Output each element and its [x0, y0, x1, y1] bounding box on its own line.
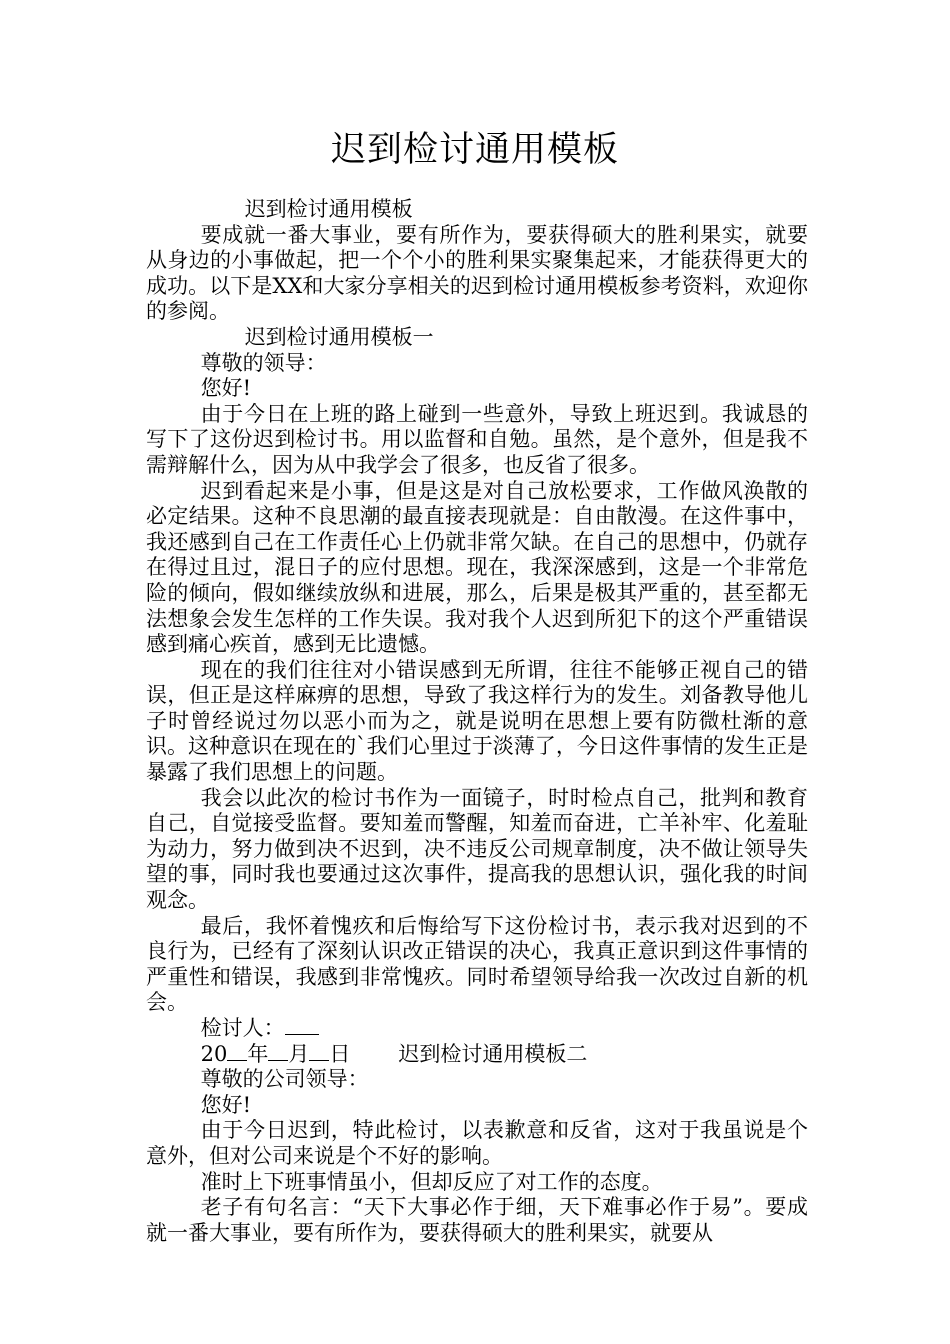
document-body: [146, 197, 808, 1246]
paragraph: 准时上下班事情虽小，但却反应了对工作的态度。: [200, 1169, 663, 1194]
paragraph: 尊敬的领导：: [200, 350, 327, 375]
section-two: [146, 1067, 808, 1246]
section-two-title: 迟到检讨通用模板二: [398, 1041, 588, 1066]
paragraph: 最后，我怀着愧疚和后悔给写下这份检讨书，表示我对迟到的不良行为，已经有了深刻认识改正错误的决心，我真正意识到这件事情的严重性和错误，我感到非常愧疚。同时希望领导给我一次改过自新的机会。: [146, 913, 808, 1015]
date-line: [146, 1042, 808, 1068]
date-day: 日: [329, 1041, 351, 1066]
paragraph: 您好!: [200, 1092, 252, 1117]
paragraph: 迟到看起来是小事，但是这是对自己放松要求，工作做风涣散的必定结果。这种不良思潮的最直接表现就是：自由散漫。在这件事中，我还感到自己在工作责任心上仍就非常欠缺。在自己的思想中，仍就存在得过且过，混日子的应付思想。现在，我深深感到，这是一个非常危险的倾向，假如继续放纵和进展，那么，后果是极其严重的，甚至都无法想象会发生怎样的工作失误。我对我个人迟到所犯下的这个严重错误感到痛心疾首，感到无比遗憾。: [146, 478, 808, 657]
paragraph: 我会以此次的检讨书作为一面镜子，时时检点自己，批判和教育自己，自觉接受监督。要知羞而警醒，知羞而奋进，亡羊补牢、化羞耻为动力，努力做到决不迟到，决不违反公司规章制度，决不做让领导失望的事，同时我也要通过这次事件，提高我的思想认识，强化我的时间观念。: [146, 785, 808, 913]
section-heading: 迟到检讨通用模板一: [244, 324, 434, 349]
paragraph: 尊敬的公司领导：: [200, 1067, 369, 1092]
date-month-blank: [268, 1042, 288, 1061]
signature-label: 检讨人：: [200, 1016, 285, 1040]
date-month: 月: [288, 1041, 310, 1066]
paragraph: 老子有句名言：“天下大事必作于细，天下难事必作于易”。要成就一番大事业，要有所作为，要获得硕大的胜利果实，就要从: [146, 1195, 808, 1245]
date-day-blank: [309, 1042, 329, 1061]
paragraph: 要成就一番大事业，要有所作为，要获得硕大的胜利果实，就要从身边的小事做起，把一个个小的胜利果实聚集起来，才能获得更大的成功。以下是XX和大家分享相关的迟到检讨通用模板参考资料，欢迎你的参阅。: [146, 222, 808, 324]
paragraph: 您好!: [200, 376, 252, 401]
signature-blank: [285, 1016, 319, 1035]
date-year-blank: [227, 1042, 247, 1061]
date-year: 年: [247, 1041, 269, 1066]
section-one: [146, 197, 808, 1016]
paragraph: 由于今日在上班的路上碰到一些意外，导致上班迟到。我诚恳的写下了这份迟到检讨书。用以监督和自勉。虽然，是个意外，但是我不需辩解什么，因为从中我学会了很多，也反省了很多。: [146, 401, 808, 477]
section-heading: 迟到检讨通用模板: [244, 197, 413, 221]
paragraph: 由于今日迟到，特此检讨，以表歉意和反省，这对于我虽说是个意外，但对公司来说是个不好的影响。: [146, 1118, 808, 1168]
date-prefix: 20: [200, 1041, 228, 1066]
signature-line: [146, 1016, 808, 1042]
paragraph: 现在的我们往往对小错误感到无所谓，往往不能够正视自己的错误，但正是这样麻痹的思想，导致了我这样行为的发生。刘备教导他儿子时曾经说过勿以恶小而为之，就是说明在思想上要有防微杜渐的意识。这种意识在现在的`我们心里过于淡薄了，今日这件事情的发生正是暴露了我们思想上的问题。: [146, 657, 808, 785]
document-title: 迟到检讨通用模板: [330, 130, 619, 170]
